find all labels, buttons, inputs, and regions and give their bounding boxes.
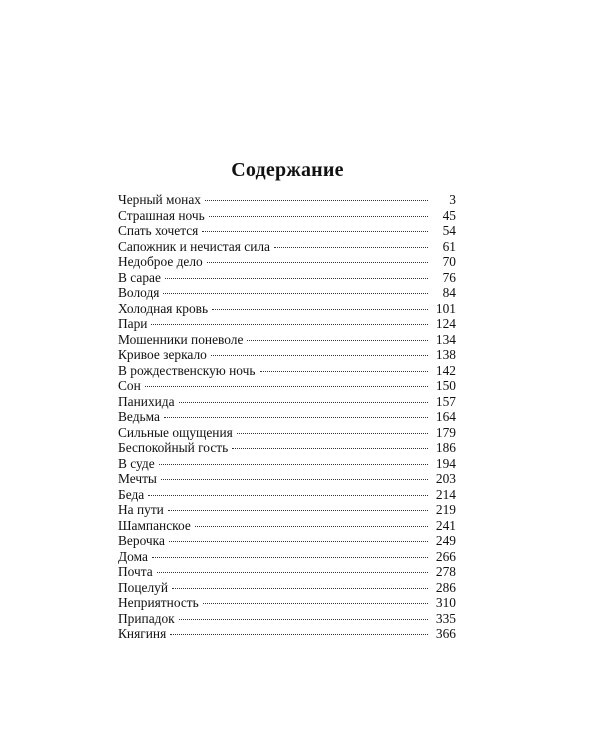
toc-entry-page-number: 61 bbox=[442, 238, 456, 254]
toc-entry bbox=[118, 564, 456, 580]
toc-entry bbox=[118, 270, 456, 286]
toc-entry-title: Беда bbox=[118, 486, 145, 502]
toc-entry-page-number: 138 bbox=[435, 347, 456, 362]
toc-entry-title: Неприятность bbox=[118, 595, 199, 610]
toc-entry bbox=[118, 611, 456, 627]
toc-entry-title: Дома bbox=[118, 548, 148, 564]
toc-entry bbox=[118, 595, 456, 611]
toc-entry-page-number: 179 bbox=[435, 424, 456, 440]
toc-entry-page-number: 164 bbox=[435, 409, 456, 424]
toc-entry bbox=[118, 208, 456, 224]
dot-leader bbox=[260, 371, 429, 372]
toc-entry-title: В сарае bbox=[118, 269, 161, 285]
toc-entry-title: Почта bbox=[118, 564, 153, 579]
toc-entry-page-number: 134 bbox=[435, 331, 456, 347]
toc-entry-title: Холодная кровь bbox=[118, 300, 209, 316]
table-of-contents bbox=[118, 192, 456, 642]
toc-entry bbox=[118, 285, 456, 301]
page-title: Содержание bbox=[231, 159, 344, 181]
dot-leader bbox=[148, 495, 428, 496]
dot-leader bbox=[211, 355, 428, 356]
toc-entry-page-number: 3 bbox=[449, 192, 456, 207]
dot-leader bbox=[159, 464, 428, 465]
toc-entry-title: Верочка bbox=[118, 533, 165, 548]
toc-entry bbox=[118, 347, 456, 363]
toc-entry-title: Панихида bbox=[118, 393, 175, 409]
dot-leader bbox=[207, 262, 428, 263]
dot-leader bbox=[152, 557, 428, 558]
toc-entry bbox=[118, 487, 456, 503]
toc-entry-title: Пари bbox=[118, 316, 148, 331]
dot-leader bbox=[179, 402, 428, 403]
dot-leader bbox=[274, 247, 428, 248]
toc-entry bbox=[118, 394, 456, 410]
dot-leader bbox=[165, 278, 428, 279]
dot-leader bbox=[195, 526, 428, 527]
toc-entry-page-number: 84 bbox=[442, 285, 456, 300]
toc-entry-page-number: 101 bbox=[435, 300, 456, 316]
toc-entry-page-number: 124 bbox=[435, 316, 456, 331]
toc-entry-title: Мошенники поневоле bbox=[118, 331, 244, 347]
toc-entry-page-number: 310 bbox=[435, 595, 456, 610]
toc-entry bbox=[118, 425, 456, 441]
toc-entry-page-number: 45 bbox=[442, 207, 456, 223]
dot-leader bbox=[164, 417, 428, 418]
toc-entry-title: Сапожник и нечистая сила bbox=[118, 238, 270, 254]
toc-entry-page-number: 335 bbox=[435, 610, 456, 626]
toc-entry bbox=[118, 580, 456, 596]
toc-entry bbox=[118, 254, 456, 270]
toc-entry-page-number: 278 bbox=[435, 564, 456, 579]
toc-entry-page-number: 266 bbox=[435, 548, 456, 564]
toc-entry-title: Спать хочется bbox=[118, 223, 199, 238]
toc-entry bbox=[118, 533, 456, 549]
dot-leader bbox=[179, 619, 428, 620]
dot-leader bbox=[157, 572, 428, 573]
toc-entry-page-number: 366 bbox=[435, 626, 456, 641]
toc-entry bbox=[118, 192, 456, 208]
toc-entry-title: Сильные ощущения bbox=[118, 424, 233, 440]
toc-entry-page-number: 286 bbox=[435, 579, 456, 595]
toc-entry-page-number: 241 bbox=[435, 517, 456, 533]
toc-entry bbox=[118, 471, 456, 487]
toc-entry-title: Шампанское bbox=[118, 517, 191, 533]
toc-entry-title: Недоброе дело bbox=[118, 254, 203, 269]
dot-leader bbox=[170, 634, 428, 635]
dot-leader bbox=[209, 216, 428, 217]
toc-entry bbox=[118, 316, 456, 332]
toc-entry bbox=[118, 549, 456, 565]
toc-entry-page-number: 150 bbox=[435, 378, 456, 393]
toc-entry bbox=[118, 440, 456, 456]
toc-entry-title: Беспокойный гость bbox=[118, 440, 229, 455]
toc-entry bbox=[118, 223, 456, 239]
toc-entry-page-number: 214 bbox=[435, 486, 456, 502]
toc-entry bbox=[118, 332, 456, 348]
dot-leader bbox=[168, 510, 428, 511]
toc-entry-title: Сон bbox=[118, 378, 141, 393]
dot-leader bbox=[169, 541, 428, 542]
toc-entry bbox=[118, 363, 456, 379]
toc-entry-title: Кривое зеркало bbox=[118, 347, 207, 362]
toc-entry-title: Володя bbox=[118, 285, 160, 300]
toc-entry bbox=[118, 378, 456, 394]
dot-leader bbox=[212, 309, 428, 310]
toc-entry bbox=[118, 301, 456, 317]
toc-entry-title: Поцелуй bbox=[118, 579, 169, 595]
toc-entry-title: Страшная ночь bbox=[118, 207, 205, 223]
toc-entry-page-number: 219 bbox=[435, 502, 456, 517]
toc-entry-page-number: 76 bbox=[442, 269, 456, 285]
toc-entry-title: Княгиня bbox=[118, 626, 167, 641]
toc-entry-title: На пути bbox=[118, 502, 164, 517]
toc-entry bbox=[118, 239, 456, 255]
toc-entry-page-number: 203 bbox=[435, 471, 456, 486]
toc-entry-title: Припадок bbox=[118, 610, 175, 626]
toc-entry-page-number: 194 bbox=[435, 455, 456, 471]
dot-leader bbox=[172, 588, 428, 589]
dot-leader bbox=[161, 479, 428, 480]
toc-entry bbox=[118, 626, 456, 642]
dot-leader bbox=[202, 231, 428, 232]
dot-leader bbox=[151, 324, 428, 325]
toc-entry-page-number: 186 bbox=[435, 440, 456, 455]
toc-entry bbox=[118, 518, 456, 534]
dot-leader bbox=[247, 340, 428, 341]
dot-leader bbox=[237, 433, 428, 434]
toc-entry-page-number: 249 bbox=[435, 533, 456, 548]
dot-leader bbox=[145, 386, 428, 387]
toc-entry-title: Ведьма bbox=[118, 409, 160, 424]
dot-leader bbox=[163, 293, 428, 294]
toc-entry bbox=[118, 456, 456, 472]
toc-entry-title: Черный монах bbox=[118, 192, 201, 207]
toc-entry-title: В рождественскую ночь bbox=[118, 362, 256, 378]
toc-entry-page-number: 157 bbox=[435, 393, 456, 409]
toc-entry-page-number: 70 bbox=[442, 254, 456, 269]
toc-entry-title: В суде bbox=[118, 455, 155, 471]
dot-leader bbox=[232, 448, 428, 449]
toc-entry-title: Мечты bbox=[118, 471, 157, 486]
toc-entry-page-number: 142 bbox=[435, 362, 456, 378]
dot-leader bbox=[203, 603, 428, 604]
toc-entry bbox=[118, 502, 456, 518]
dot-leader bbox=[205, 200, 428, 201]
toc-entry-page-number: 54 bbox=[442, 223, 456, 238]
toc-entry bbox=[118, 409, 456, 425]
